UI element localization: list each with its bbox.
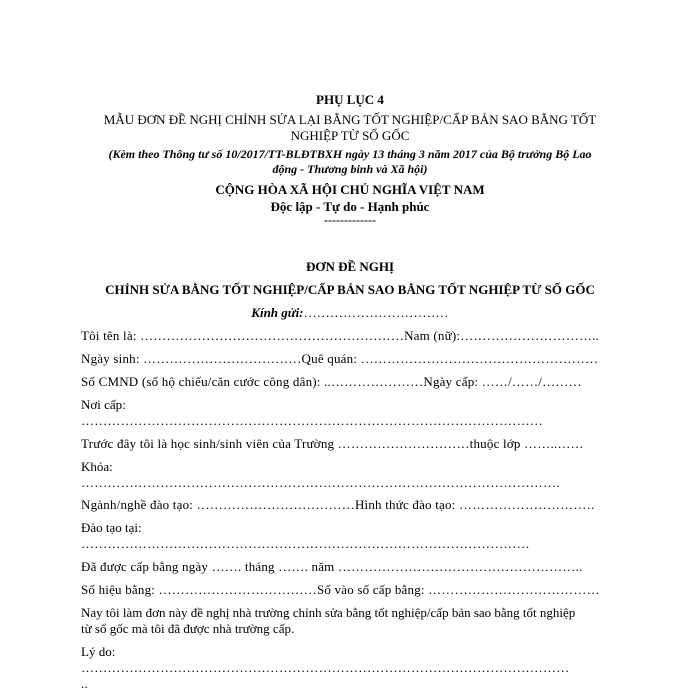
field-reason-dots-2: ..	[81, 676, 88, 691]
document-subtitle: CHỈNH SỬA BẰNG TỐT NGHIỆP/CẤP BẢN SAO BẰNG TỐT NGHIỆP TỪ SỐ GỐC	[105, 282, 595, 297]
request-line-1: Nay tôi làm đơn này đề nghị nhà trường chỉnh sửa bằng tốt nghiệp/cấp bản sao bằng tốt nghiệp	[81, 605, 576, 620]
recipient-line	[60, 305, 640, 321]
field-name: Tôi tên là: ……………………………………………………Nam (nữ):…………………………..	[81, 328, 600, 343]
nation-name: CỘNG HÒA XÃ HỘI CHỦ NGHĨA VIỆT NAM	[215, 182, 485, 197]
document-title: ĐƠN ĐỀ NGHỊ	[305, 259, 395, 274]
field-reason-label: Lý do:	[81, 644, 116, 659]
field-trained-at-dots: …………………………………………………………………………………………	[81, 536, 530, 551]
appendix-heading: PHỤ LỤC 4	[316, 92, 384, 107]
field-major: Ngành/nghề đào tạo: ………………………………Hình thức đào tạo: ………………………….	[81, 497, 595, 512]
field-id-number: Số CMND (số hộ chiếu/căn cước công dân): ..…………………Ngày cấp: ……/……/………	[81, 374, 582, 389]
field-school: Trước đây tôi là học sinh/sinh viên của Trường …………………………thuộc lớp ……..……	[81, 436, 584, 451]
field-reason-dots-1: …………………………………………………………………………………………………	[81, 660, 570, 675]
legal-note-line-1: (Kèm theo Thông tư số 10/2017/TT-BLĐTBXH ngày 13 tháng 3 năm 2017 của Bộ trưởng Bộ Lao	[108, 147, 592, 161]
field-course-dots: ……………………………………………………………………………………………….	[81, 475, 560, 490]
request-line-2: từ sổ gốc mà tôi đã được nhà trường cấp.	[81, 621, 295, 636]
field-granted-date: Đã được cấp bằng ngày ……. tháng ……. năm ………………………………………………..	[81, 559, 583, 574]
recipient-dots: ……………………………	[303, 305, 449, 320]
field-trained-at-label: Đào tạo tại:	[81, 520, 142, 535]
recipient-label: Kính gửi:	[251, 305, 304, 320]
field-issued-place-dots: ……………………………………………………………………………………………	[81, 413, 543, 428]
national-motto: Độc lập - Tự do - Hạnh phúc	[270, 199, 430, 214]
form-title-line-1: MẪU ĐƠN ĐỀ NGHỊ CHỈNH SỬA LẠI BẰNG TỐT NGHIỆP/CẤP BẢN SAO BẰNG TỐT	[103, 112, 597, 127]
field-certificate-number: Số hiệu bằng: ………………………………Số vào số cấp bằng: …………………………………	[81, 582, 600, 597]
legal-note-line-2: động - Thương binh và Xã hội)	[272, 162, 428, 176]
header-separator: -------------	[324, 213, 376, 227]
field-course-label: Khóa:	[81, 459, 113, 474]
form-title-line-2: NGHIỆP TỪ SỔ GỐC	[290, 128, 410, 143]
field-birth: Ngày sinh: ………………………………Quê quán: ………………………………………………	[81, 351, 599, 366]
field-issued-place-label: Nơi cấp:	[81, 397, 126, 412]
